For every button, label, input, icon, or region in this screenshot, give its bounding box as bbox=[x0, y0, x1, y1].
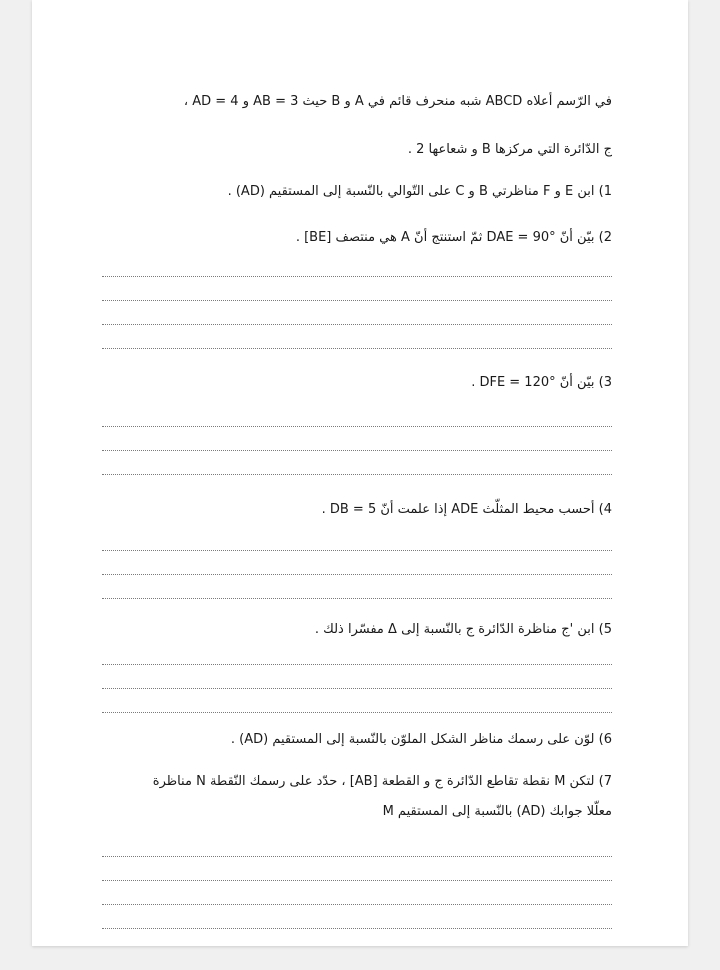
question-3-text: بيّن أنّ DFE = 120° . bbox=[471, 375, 595, 390]
answer-line bbox=[102, 688, 612, 689]
answer-line bbox=[102, 880, 612, 881]
question-4-number: 4) bbox=[598, 502, 612, 517]
question-3-number: 3) bbox=[598, 375, 612, 390]
answer-line bbox=[102, 574, 612, 575]
question-1-number: 1) bbox=[598, 184, 612, 199]
answer-line bbox=[102, 928, 612, 929]
answer-line bbox=[102, 324, 612, 325]
question-2-text: بيّن أنّ DAE = 90° ثمّ استنتج أنّ A هي منتصف [BE] . bbox=[295, 230, 595, 245]
intro-line-2: ج الدّائرة التي مركزها B و شعاعها 2 . bbox=[407, 142, 612, 157]
answer-line bbox=[102, 450, 612, 451]
answer-line bbox=[102, 426, 612, 427]
answer-line bbox=[102, 348, 612, 349]
question-5-number: 5) bbox=[598, 622, 612, 637]
answer-line bbox=[102, 550, 612, 551]
question-3 bbox=[471, 373, 612, 393]
worksheet-page bbox=[32, 0, 688, 946]
answer-line bbox=[102, 276, 612, 277]
answer-line bbox=[102, 300, 612, 301]
intro-line-1: في الرّسم أعلاه ABCD شبه منحرف قائم في A و B حيث AB = 3 و AD = 4 ، bbox=[183, 94, 612, 109]
question-4-text: أحسب محيط المثلّث ADE إذا علمت أنّ DB = 5 . bbox=[321, 502, 595, 517]
answer-line bbox=[102, 856, 612, 857]
question-5-text: ابن 'ج مناظرة الدّائرة ج بالنّسبة إلى Δ مفسّرا ذلك . bbox=[314, 622, 595, 637]
question-7-text: لتكن M نقطة تقاطع الدّائرة ج و القطعة [AB] ، حدّد على رسمك النّقطة N مناظرة bbox=[152, 774, 595, 789]
question-7-number: 7) bbox=[598, 774, 612, 789]
question-6 bbox=[231, 730, 612, 750]
answer-line bbox=[102, 598, 612, 599]
answer-line bbox=[102, 904, 612, 905]
answer-line bbox=[102, 474, 612, 475]
question-1-text: ابن E و F مناظرتي B و C على التّوالي بالنّسبة إلى المستقيم (AD) . bbox=[227, 184, 595, 199]
question-6-number: 6) bbox=[598, 732, 612, 747]
question-6-text: لوّن على رسمك مناظر الشكل الملوّن بالنّسبة إلى المستقيم (AD) . bbox=[230, 732, 595, 747]
question-2-number: 2) bbox=[598, 230, 612, 245]
answer-line bbox=[102, 712, 612, 713]
question-5 bbox=[315, 620, 612, 640]
question-4 bbox=[322, 500, 612, 520]
question-7-continuation: M بالنّسبة إلى المستقيم (AD) معلّلا جوابك bbox=[382, 804, 612, 819]
question-7 bbox=[153, 772, 612, 792]
question-1 bbox=[228, 182, 612, 202]
answer-line bbox=[102, 664, 612, 665]
question-2 bbox=[296, 228, 612, 248]
